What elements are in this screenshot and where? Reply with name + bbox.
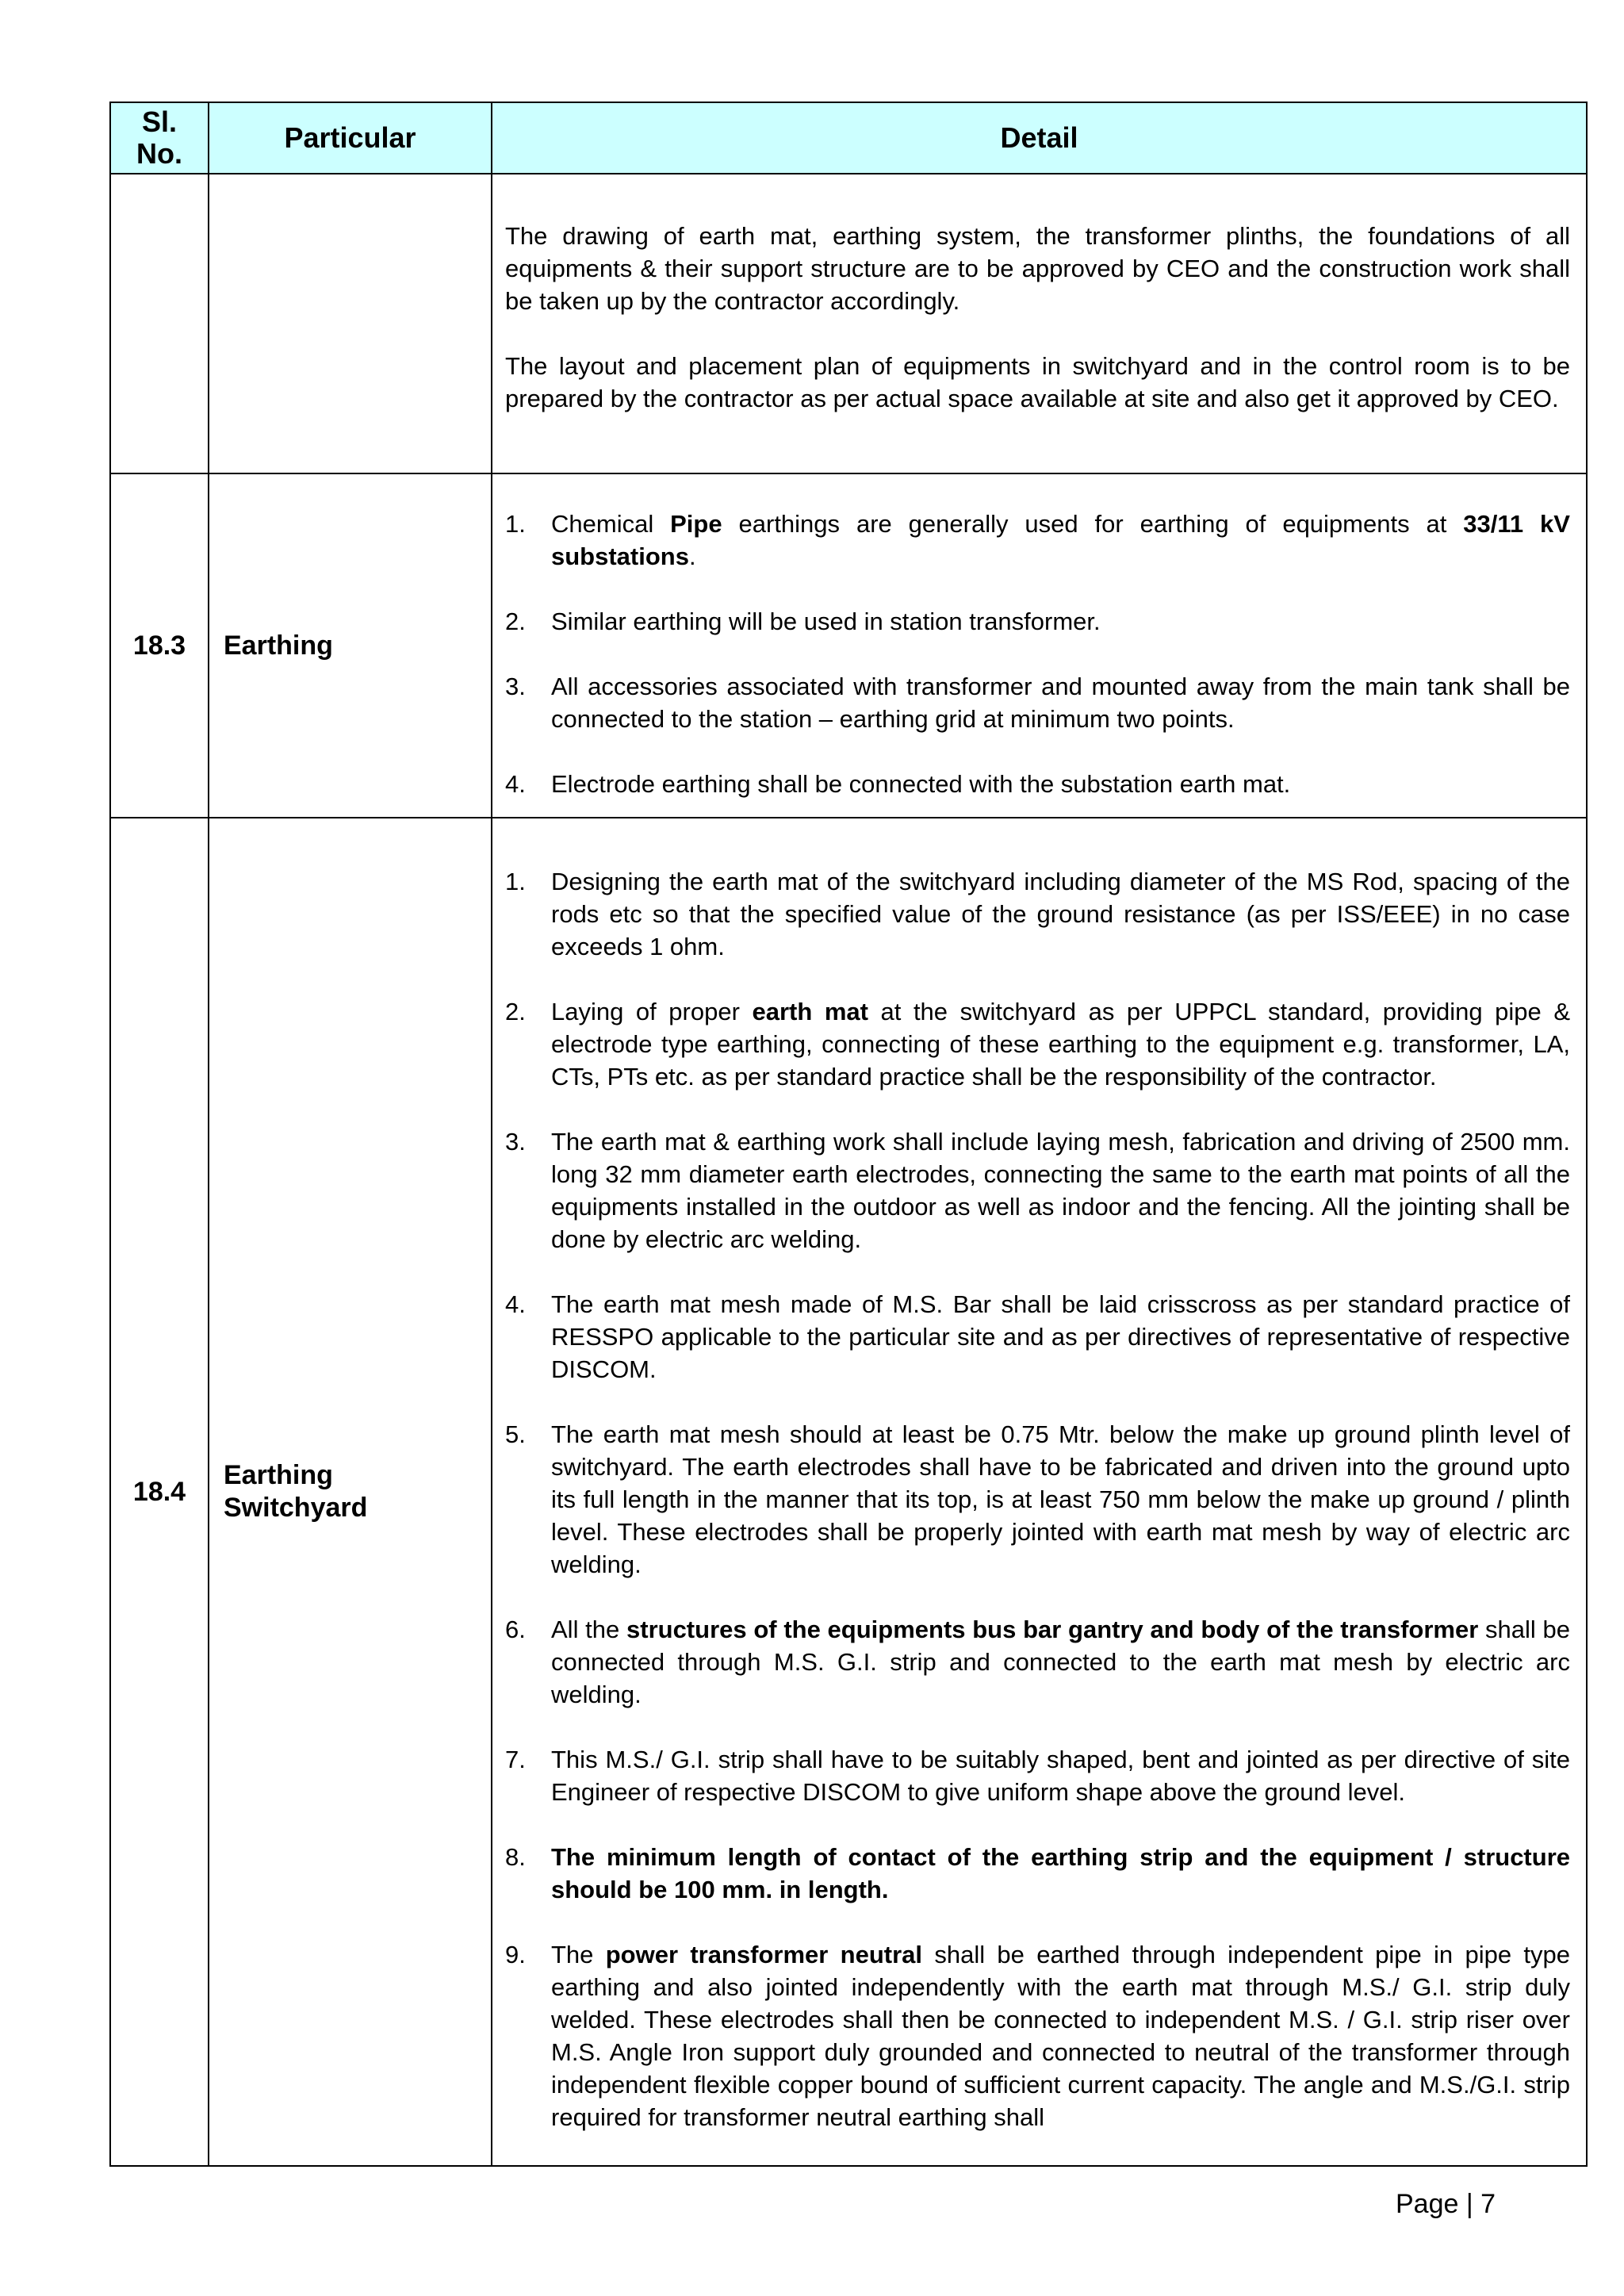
list-item	[505, 605, 1570, 638]
list-text: Similar earthing will be used in station transformer.	[551, 607, 1101, 635]
list-item	[505, 1613, 1570, 1711]
list-number: 2.	[505, 997, 526, 1025]
list-number: 6.	[505, 1615, 526, 1643]
list-number: 1.	[505, 867, 526, 895]
list-item	[505, 1125, 1570, 1255]
list-number: 1.	[505, 509, 526, 538]
list-number: 5.	[505, 1420, 526, 1448]
detail-cell	[492, 818, 1587, 2166]
sl-no-cell	[110, 174, 209, 473]
list-item	[505, 1938, 1570, 2133]
list-item	[505, 1288, 1570, 1386]
particular-cell: Earthing Switchyard	[209, 818, 492, 2166]
list-text: The earth mat mesh should at least be 0.75 Mtr. below the make up ground plinth level of switchyard. The earth electrodes shall have to be fabricated and driven into the ground upto its full length in the manner that its top, is at least 750 mm below the make up ground / plinth level. These electrodes shall be properly jointed with earth mat mesh by way of electric arc welding.	[551, 1420, 1570, 1578]
list-number: 3.	[505, 1127, 526, 1156]
detail-cell	[492, 174, 1587, 473]
list-number: 7.	[505, 1745, 526, 1773]
detail-cell	[492, 473, 1587, 818]
table-row	[110, 174, 1587, 473]
table-row	[110, 473, 1587, 818]
detail-list	[505, 508, 1570, 800]
list-item	[505, 1743, 1570, 1808]
header-sl-no: Sl. No.	[110, 102, 209, 174]
list-item	[505, 865, 1570, 963]
list-number: 8.	[505, 1842, 526, 1871]
list-item	[505, 670, 1570, 735]
list-number: 4.	[505, 769, 526, 798]
list-text: Laying of proper earth mat at the switchyard as per UPPCL standard, providing pipe & electrode type earthing, connecting of these earthing to the equipment e.g. transformer, LA, CTs, PTs etc. as per standard practice shall be the responsibility of the contractor.	[551, 997, 1571, 1091]
specification-table	[109, 102, 1588, 2167]
list-number: 9.	[505, 1940, 526, 1968]
detail-paragraph: The drawing of earth mat, earthing system, the transformer plinths, the foundations of all equipments & their support structure are to be approved by CEO and the construction work shall be taken up by the contractor accordingly.	[505, 222, 1570, 315]
page-number: Page | 7	[1396, 2189, 1496, 2219]
list-number: 3.	[505, 672, 526, 700]
list-item	[505, 508, 1570, 573]
particular-cell: Earthing	[209, 473, 492, 818]
sl-no-cell: 18.3	[110, 473, 209, 818]
list-item	[505, 1418, 1570, 1581]
list-text: All accessories associated with transformer and mounted away from the main tank shall be connected to the station – earthing grid at minimum two points.	[551, 672, 1570, 733]
list-text: The power transformer neutral shall be earthed through independent pipe in pipe type earthing and also jointed independently with the earth mat through M.S./ G.I. strip duly welded. These electrodes shall then be connected to independent M.S. / G.I. strip riser over M.S. Angle Iron support duly grounded and connected to neutral of the transformer through independent flexible copper bound of sufficient current capacity. The angle and M.S./G.I. strip required for transformer neutral earthing shall	[551, 1940, 1571, 2131]
list-text: Designing the earth mat of the switchyard including diameter of the MS Rod, spacing of the rods etc so that the specified value of the ground resistance (as per ISS/EEE) in no case exceeds 1 ohm.	[551, 867, 1570, 960]
list-item	[505, 995, 1570, 1093]
table-header-row	[110, 102, 1587, 174]
particular-cell	[209, 174, 492, 473]
detail-paragraph: The layout and placement plan of equipments in switchyard and in the control room is to be prepared by the contractor as per actual space available at site and also get it approved by CEO.	[505, 352, 1570, 412]
list-text: The minimum length of contact of the earthing strip and the equipment / structure should be 100 mm. in length.	[551, 1842, 1570, 1903]
sl-no-cell: 18.4	[110, 818, 209, 2166]
list-text: The earth mat mesh made of M.S. Bar shall be laid crisscross as per standard practice of RESSPO applicable to the particular site and as per directives of representative of respective DISCOM.	[551, 1290, 1570, 1383]
header-detail: Detail	[492, 102, 1587, 174]
list-item	[505, 1841, 1570, 1906]
header-particular: Particular	[209, 102, 492, 174]
list-text: The earth mat & earthing work shall include laying mesh, fabrication and driving of 2500 mm. long 32 mm diameter earth electrodes, connecting the same to the earth mat points of all the equipments installed in the outdoor as well as indoor and the fencing. All the jointing shall be done by electric arc welding.	[551, 1127, 1570, 1253]
list-item	[505, 768, 1570, 800]
list-number: 2.	[505, 607, 526, 635]
list-text: Chemical Pipe earthings are generally used for earthing of equipments at 33/11 kV substations.	[551, 509, 1570, 570]
list-text: This M.S./ G.I. strip shall have to be suitably shaped, bent and jointed as per directive of site Engineer of respective DISCOM to give uniform shape above the ground level.	[551, 1745, 1570, 1806]
list-number: 4.	[505, 1290, 526, 1318]
detail-list	[505, 865, 1570, 2133]
list-text: All the structures of the equipments bus bar gantry and body of the transformer shall be connected through M.S. G.I. strip and connected to the earth mat mesh by electric arc welding.	[551, 1615, 1570, 1708]
table-row	[110, 818, 1587, 2166]
list-text: Electrode earthing shall be connected with the substation earth mat.	[551, 769, 1291, 798]
